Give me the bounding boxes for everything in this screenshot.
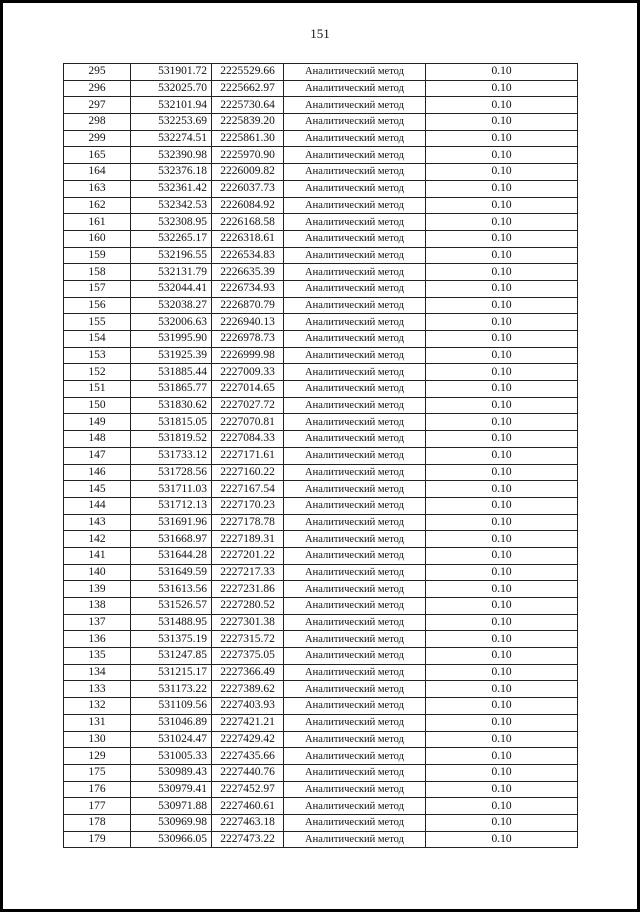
y-coordinate-cell: 2226940.13	[212, 314, 284, 331]
y-coordinate-cell: 2227473.22	[212, 831, 284, 848]
method-cell: Аналитический метод	[284, 197, 426, 214]
point-number-cell: 155	[64, 314, 131, 331]
method-cell: Аналитический метод	[284, 431, 426, 448]
point-number-cell: 129	[64, 748, 131, 765]
method-cell: Аналитический метод	[284, 714, 426, 731]
x-coordinate-cell: 530966.05	[131, 831, 212, 848]
point-number-cell: 164	[64, 164, 131, 181]
method-cell: Аналитический метод	[284, 681, 426, 698]
x-coordinate-cell: 532308.95	[131, 214, 212, 231]
accuracy-cell: 0.10	[426, 781, 578, 798]
table-row	[64, 547, 578, 564]
accuracy-cell: 0.10	[426, 547, 578, 564]
table-row	[64, 164, 578, 181]
table-row	[64, 514, 578, 531]
y-coordinate-cell: 2227171.61	[212, 447, 284, 464]
table-row	[64, 64, 578, 81]
x-coordinate-cell: 531819.52	[131, 431, 212, 448]
table-row	[64, 214, 578, 231]
x-coordinate-cell: 532101.94	[131, 97, 212, 114]
accuracy-cell: 0.10	[426, 97, 578, 114]
table-row	[64, 748, 578, 765]
accuracy-cell: 0.10	[426, 397, 578, 414]
accuracy-cell: 0.10	[426, 798, 578, 815]
x-coordinate-cell: 531173.22	[131, 681, 212, 698]
x-coordinate-cell: 531712.13	[131, 497, 212, 514]
method-cell: Аналитический метод	[284, 297, 426, 314]
accuracy-cell: 0.10	[426, 164, 578, 181]
method-cell: Аналитический метод	[284, 664, 426, 681]
x-coordinate-cell: 531865.77	[131, 381, 212, 398]
point-number-cell: 146	[64, 464, 131, 481]
method-cell: Аналитический метод	[284, 514, 426, 531]
point-number-cell: 154	[64, 331, 131, 348]
y-coordinate-cell: 2227009.33	[212, 364, 284, 381]
table-row	[64, 614, 578, 631]
method-cell: Аналитический метод	[284, 364, 426, 381]
method-cell: Аналитический метод	[284, 80, 426, 97]
y-coordinate-cell: 2227435.66	[212, 748, 284, 765]
point-number-cell: 179	[64, 831, 131, 848]
coordinates-table	[63, 63, 578, 848]
x-coordinate-cell: 532196.55	[131, 247, 212, 264]
table-row	[64, 97, 578, 114]
accuracy-cell: 0.10	[426, 331, 578, 348]
y-coordinate-cell: 2227217.33	[212, 564, 284, 581]
point-number-cell: 151	[64, 381, 131, 398]
accuracy-cell: 0.10	[426, 497, 578, 514]
point-number-cell: 299	[64, 130, 131, 147]
method-cell: Аналитический метод	[284, 648, 426, 665]
method-cell: Аналитический метод	[284, 698, 426, 715]
method-cell: Аналитический метод	[284, 581, 426, 598]
table-row	[64, 731, 578, 748]
x-coordinate-cell: 532253.69	[131, 114, 212, 131]
point-number-cell: 297	[64, 97, 131, 114]
point-number-cell: 149	[64, 414, 131, 431]
table-row	[64, 364, 578, 381]
point-number-cell: 152	[64, 364, 131, 381]
y-coordinate-cell: 2227421.21	[212, 714, 284, 731]
y-coordinate-cell: 2227315.72	[212, 631, 284, 648]
point-number-cell: 159	[64, 247, 131, 264]
point-number-cell: 150	[64, 397, 131, 414]
table-row	[64, 714, 578, 731]
point-number-cell: 153	[64, 347, 131, 364]
point-number-cell: 178	[64, 814, 131, 831]
y-coordinate-cell: 2227070.81	[212, 414, 284, 431]
method-cell: Аналитический метод	[284, 147, 426, 164]
accuracy-cell: 0.10	[426, 280, 578, 297]
x-coordinate-cell: 531488.95	[131, 614, 212, 631]
y-coordinate-cell: 2226534.83	[212, 247, 284, 264]
point-number-cell: 295	[64, 64, 131, 81]
y-coordinate-cell: 2227460.61	[212, 798, 284, 815]
table-row	[64, 464, 578, 481]
method-cell: Аналитический метод	[284, 564, 426, 581]
x-coordinate-cell: 531024.47	[131, 731, 212, 748]
table-row	[64, 331, 578, 348]
y-coordinate-cell: 2226168.58	[212, 214, 284, 231]
point-number-cell: 131	[64, 714, 131, 731]
point-number-cell: 136	[64, 631, 131, 648]
x-coordinate-cell: 532038.27	[131, 297, 212, 314]
method-cell: Аналитический метод	[284, 214, 426, 231]
point-number-cell: 147	[64, 447, 131, 464]
point-number-cell: 141	[64, 547, 131, 564]
y-coordinate-cell: 2227170.23	[212, 497, 284, 514]
method-cell: Аналитический метод	[284, 781, 426, 798]
accuracy-cell: 0.10	[426, 314, 578, 331]
table-row	[64, 681, 578, 698]
point-number-cell: 165	[64, 147, 131, 164]
x-coordinate-cell: 531526.57	[131, 598, 212, 615]
table-row	[64, 280, 578, 297]
table-row	[64, 531, 578, 548]
point-number-cell: 138	[64, 598, 131, 615]
x-coordinate-cell: 531901.72	[131, 64, 212, 81]
table-row	[64, 314, 578, 331]
y-coordinate-cell: 2227403.93	[212, 698, 284, 715]
accuracy-cell: 0.10	[426, 347, 578, 364]
coordinates-table-body	[64, 64, 578, 848]
method-cell: Аналитический метод	[284, 464, 426, 481]
table-row	[64, 247, 578, 264]
accuracy-cell: 0.10	[426, 481, 578, 498]
y-coordinate-cell: 2226734.93	[212, 280, 284, 297]
y-coordinate-cell: 2227440.76	[212, 764, 284, 781]
method-cell: Аналитический метод	[284, 598, 426, 615]
accuracy-cell: 0.10	[426, 247, 578, 264]
method-cell: Аналитический метод	[284, 247, 426, 264]
x-coordinate-cell: 531644.28	[131, 547, 212, 564]
y-coordinate-cell: 2226084.92	[212, 197, 284, 214]
table-row	[64, 230, 578, 247]
table-row	[64, 381, 578, 398]
y-coordinate-cell: 2227280.52	[212, 598, 284, 615]
x-coordinate-cell: 532274.51	[131, 130, 212, 147]
point-number-cell: 142	[64, 531, 131, 548]
y-coordinate-cell: 2227231.86	[212, 581, 284, 598]
point-number-cell: 134	[64, 664, 131, 681]
x-coordinate-cell: 531733.12	[131, 447, 212, 464]
accuracy-cell: 0.10	[426, 230, 578, 247]
point-number-cell: 158	[64, 264, 131, 281]
method-cell: Аналитический метод	[284, 614, 426, 631]
x-coordinate-cell: 531995.90	[131, 331, 212, 348]
point-number-cell: 132	[64, 698, 131, 715]
method-cell: Аналитический метод	[284, 531, 426, 548]
accuracy-cell: 0.10	[426, 431, 578, 448]
method-cell: Аналитический метод	[284, 347, 426, 364]
accuracy-cell: 0.10	[426, 214, 578, 231]
x-coordinate-cell: 532131.79	[131, 264, 212, 281]
x-coordinate-cell: 531830.62	[131, 397, 212, 414]
x-coordinate-cell: 532044.41	[131, 280, 212, 297]
table-row	[64, 264, 578, 281]
accuracy-cell: 0.10	[426, 564, 578, 581]
method-cell: Аналитический метод	[284, 64, 426, 81]
method-cell: Аналитический метод	[284, 447, 426, 464]
x-coordinate-cell: 530969.98	[131, 814, 212, 831]
table-row	[64, 297, 578, 314]
table-row	[64, 147, 578, 164]
x-coordinate-cell: 531815.05	[131, 414, 212, 431]
method-cell: Аналитический метод	[284, 764, 426, 781]
method-cell: Аналитический метод	[284, 114, 426, 131]
accuracy-cell: 0.10	[426, 814, 578, 831]
page-number: 151	[310, 26, 330, 41]
point-number-cell: 135	[64, 648, 131, 665]
point-number-cell: 161	[64, 214, 131, 231]
table-row	[64, 648, 578, 665]
x-coordinate-cell: 531885.44	[131, 364, 212, 381]
method-cell: Аналитический метод	[284, 397, 426, 414]
y-coordinate-cell: 2227084.33	[212, 431, 284, 448]
method-cell: Аналитический метод	[284, 497, 426, 514]
y-coordinate-cell: 2226037.73	[212, 180, 284, 197]
x-coordinate-cell: 530971.88	[131, 798, 212, 815]
table-row	[64, 764, 578, 781]
scan-border-left	[0, 0, 3, 912]
x-coordinate-cell: 531668.97	[131, 531, 212, 548]
y-coordinate-cell: 2227167.54	[212, 481, 284, 498]
accuracy-cell: 0.10	[426, 631, 578, 648]
y-coordinate-cell: 2227463.18	[212, 814, 284, 831]
x-coordinate-cell: 531711.03	[131, 481, 212, 498]
point-number-cell: 296	[64, 80, 131, 97]
accuracy-cell: 0.10	[426, 681, 578, 698]
table-row	[64, 814, 578, 831]
method-cell: Аналитический метод	[284, 130, 426, 147]
point-number-cell: 157	[64, 280, 131, 297]
table-row	[64, 497, 578, 514]
method-cell: Аналитический метод	[284, 97, 426, 114]
x-coordinate-cell: 532025.70	[131, 80, 212, 97]
point-number-cell: 133	[64, 681, 131, 698]
y-coordinate-cell: 2227429.42	[212, 731, 284, 748]
method-cell: Аналитический метод	[284, 314, 426, 331]
y-coordinate-cell: 2225970.90	[212, 147, 284, 164]
accuracy-cell: 0.10	[426, 447, 578, 464]
accuracy-cell: 0.10	[426, 598, 578, 615]
point-number-cell: 298	[64, 114, 131, 131]
y-coordinate-cell: 2226318.61	[212, 230, 284, 247]
accuracy-cell: 0.10	[426, 831, 578, 848]
point-number-cell: 160	[64, 230, 131, 247]
method-cell: Аналитический метод	[284, 381, 426, 398]
accuracy-cell: 0.10	[426, 748, 578, 765]
method-cell: Аналитический метод	[284, 831, 426, 848]
x-coordinate-cell: 532390.98	[131, 147, 212, 164]
accuracy-cell: 0.10	[426, 764, 578, 781]
x-coordinate-cell: 531691.96	[131, 514, 212, 531]
accuracy-cell: 0.10	[426, 130, 578, 147]
table-row	[64, 781, 578, 798]
x-coordinate-cell: 531649.59	[131, 564, 212, 581]
x-coordinate-cell: 532376.18	[131, 164, 212, 181]
table-row	[64, 414, 578, 431]
point-number-cell: 137	[64, 614, 131, 631]
y-coordinate-cell: 2225662.97	[212, 80, 284, 97]
method-cell: Аналитический метод	[284, 414, 426, 431]
x-coordinate-cell: 531046.89	[131, 714, 212, 731]
y-coordinate-cell: 2227301.38	[212, 614, 284, 631]
point-number-cell: 144	[64, 497, 131, 514]
accuracy-cell: 0.10	[426, 714, 578, 731]
x-coordinate-cell: 531109.56	[131, 698, 212, 715]
point-number-cell: 162	[64, 197, 131, 214]
table-row	[64, 798, 578, 815]
accuracy-cell: 0.10	[426, 297, 578, 314]
y-coordinate-cell: 2225861.30	[212, 130, 284, 147]
accuracy-cell: 0.10	[426, 364, 578, 381]
accuracy-cell: 0.10	[426, 64, 578, 81]
x-coordinate-cell: 531613.56	[131, 581, 212, 598]
table-row	[64, 347, 578, 364]
accuracy-cell: 0.10	[426, 80, 578, 97]
accuracy-cell: 0.10	[426, 114, 578, 131]
y-coordinate-cell: 2227375.05	[212, 648, 284, 665]
method-cell: Аналитический метод	[284, 264, 426, 281]
accuracy-cell: 0.10	[426, 731, 578, 748]
y-coordinate-cell: 2227389.62	[212, 681, 284, 698]
table-row	[64, 664, 578, 681]
x-coordinate-cell: 532342.53	[131, 197, 212, 214]
point-number-cell: 130	[64, 731, 131, 748]
accuracy-cell: 0.10	[426, 414, 578, 431]
y-coordinate-cell: 2227027.72	[212, 397, 284, 414]
x-coordinate-cell: 531247.85	[131, 648, 212, 665]
x-coordinate-cell: 531925.39	[131, 347, 212, 364]
y-coordinate-cell: 2227201.22	[212, 547, 284, 564]
table-row	[64, 831, 578, 848]
x-coordinate-cell: 530979.41	[131, 781, 212, 798]
point-number-cell: 156	[64, 297, 131, 314]
y-coordinate-cell: 2227160.22	[212, 464, 284, 481]
point-number-cell: 177	[64, 798, 131, 815]
point-number-cell: 176	[64, 781, 131, 798]
x-coordinate-cell: 530989.43	[131, 764, 212, 781]
table-row	[64, 114, 578, 131]
table-row	[64, 447, 578, 464]
y-coordinate-cell: 2227366.49	[212, 664, 284, 681]
accuracy-cell: 0.10	[426, 180, 578, 197]
accuracy-cell: 0.10	[426, 581, 578, 598]
table-row	[64, 130, 578, 147]
y-coordinate-cell: 2227014.65	[212, 381, 284, 398]
accuracy-cell: 0.10	[426, 698, 578, 715]
table-row	[64, 197, 578, 214]
method-cell: Аналитический метод	[284, 798, 426, 815]
table-row	[64, 80, 578, 97]
point-number-cell: 175	[64, 764, 131, 781]
method-cell: Аналитический метод	[284, 631, 426, 648]
accuracy-cell: 0.10	[426, 531, 578, 548]
method-cell: Аналитический метод	[284, 180, 426, 197]
accuracy-cell: 0.10	[426, 464, 578, 481]
y-coordinate-cell: 2226999.98	[212, 347, 284, 364]
method-cell: Аналитический метод	[284, 814, 426, 831]
y-coordinate-cell: 2225839.20	[212, 114, 284, 131]
table-row	[64, 481, 578, 498]
y-coordinate-cell: 2226978.73	[212, 331, 284, 348]
method-cell: Аналитический метод	[284, 748, 426, 765]
point-number-cell: 148	[64, 431, 131, 448]
x-coordinate-cell: 531215.17	[131, 664, 212, 681]
method-cell: Аналитический метод	[284, 230, 426, 247]
accuracy-cell: 0.10	[426, 514, 578, 531]
x-coordinate-cell: 532361.42	[131, 180, 212, 197]
x-coordinate-cell: 532265.17	[131, 230, 212, 247]
accuracy-cell: 0.10	[426, 381, 578, 398]
method-cell: Аналитический метод	[284, 164, 426, 181]
table-row	[64, 698, 578, 715]
table-row	[64, 431, 578, 448]
table-row	[64, 180, 578, 197]
point-number-cell: 145	[64, 481, 131, 498]
y-coordinate-cell: 2227189.31	[212, 531, 284, 548]
point-number-cell: 140	[64, 564, 131, 581]
table-row	[64, 397, 578, 414]
x-coordinate-cell: 531728.56	[131, 464, 212, 481]
table-row	[64, 564, 578, 581]
x-coordinate-cell: 532006.63	[131, 314, 212, 331]
accuracy-cell: 0.10	[426, 614, 578, 631]
point-number-cell: 139	[64, 581, 131, 598]
x-coordinate-cell: 531005.33	[131, 748, 212, 765]
accuracy-cell: 0.10	[426, 147, 578, 164]
y-coordinate-cell: 2226009.82	[212, 164, 284, 181]
y-coordinate-cell: 2227452.97	[212, 781, 284, 798]
point-number-cell: 163	[64, 180, 131, 197]
x-coordinate-cell: 531375.19	[131, 631, 212, 648]
method-cell: Аналитический метод	[284, 547, 426, 564]
accuracy-cell: 0.10	[426, 197, 578, 214]
accuracy-cell: 0.10	[426, 648, 578, 665]
y-coordinate-cell: 2225529.66	[212, 64, 284, 81]
scan-border-top	[0, 0, 640, 3]
accuracy-cell: 0.10	[426, 264, 578, 281]
y-coordinate-cell: 2227178.78	[212, 514, 284, 531]
table-row	[64, 598, 578, 615]
table-row	[64, 581, 578, 598]
method-cell: Аналитический метод	[284, 731, 426, 748]
point-number-cell: 143	[64, 514, 131, 531]
accuracy-cell: 0.10	[426, 664, 578, 681]
table-row	[64, 631, 578, 648]
y-coordinate-cell: 2226635.39	[212, 264, 284, 281]
y-coordinate-cell: 2226870.79	[212, 297, 284, 314]
method-cell: Аналитический метод	[284, 481, 426, 498]
method-cell: Аналитический метод	[284, 280, 426, 297]
y-coordinate-cell: 2225730.64	[212, 97, 284, 114]
method-cell: Аналитический метод	[284, 331, 426, 348]
